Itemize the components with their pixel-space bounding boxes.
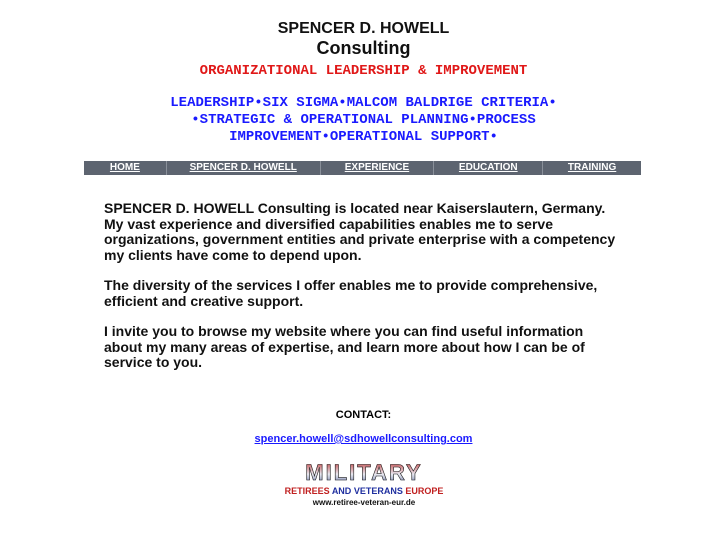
logo-text: VETERANS [353,486,403,496]
invite-paragraph: I invite you to browse my website where you can find useful information about my many areas of expertise, and learn more about how I can be of service to you. [104,323,585,370]
nav-education[interactable]: EDUCATION [434,161,543,175]
services-paragraph: The diversity of the services I offer enables me to provide comprehensive, efficient and creative support. [104,277,598,309]
logo-text: RETIREES [284,486,330,496]
intro-line: SPENCER D. HOWELL Consulting is located near Kaiserslautern, Germany. [104,200,606,216]
logo-url: www.retiree-veteran-eur.de [312,498,416,507]
logo-text: EUROPE [405,486,444,496]
nav-bar [84,161,641,175]
services-list [0,95,727,146]
logo-subtitle-row [284,485,444,497]
company-name: SPENCER D. HOWELL [277,20,450,37]
nav-spencer-howell[interactable]: SPENCER D. HOWELL [167,161,321,175]
services-line: IMPROVEMENT•OPERATIONAL SUPPORT• [229,129,498,145]
tagline: ORGANIZATIONAL LEADERSHIP & IMPROVEMENT [199,63,528,79]
services-line: LEADERSHIP•SIX SIGMA•MALCOM BALDRIGE CRITERIA• [170,95,557,111]
logo-text: AND [331,486,352,496]
contact-label: CONTACT: [335,409,392,421]
main-content [104,201,624,386]
email-link[interactable]: spencer.howell@sdhowellconsulting.com [254,433,473,445]
intro-paragraph: My vast experience and diversified capabilities enables me to serve organizations, government entities and private enterprise with a competency my clients have come to depend upon. [104,215,616,263]
company-subtitle: Consulting [316,38,411,58]
military-retirees-logo[interactable] [284,461,444,525]
nav-experience[interactable]: EXPERIENCE [321,161,435,175]
nav-training[interactable]: TRAINING [567,162,617,173]
nav-home[interactable]: HOME [84,161,167,175]
services-line: •STRATEGIC & OPERATIONAL PLANNING•PROCESS [191,112,536,128]
logo-big-text: MILITARY [284,461,444,485]
